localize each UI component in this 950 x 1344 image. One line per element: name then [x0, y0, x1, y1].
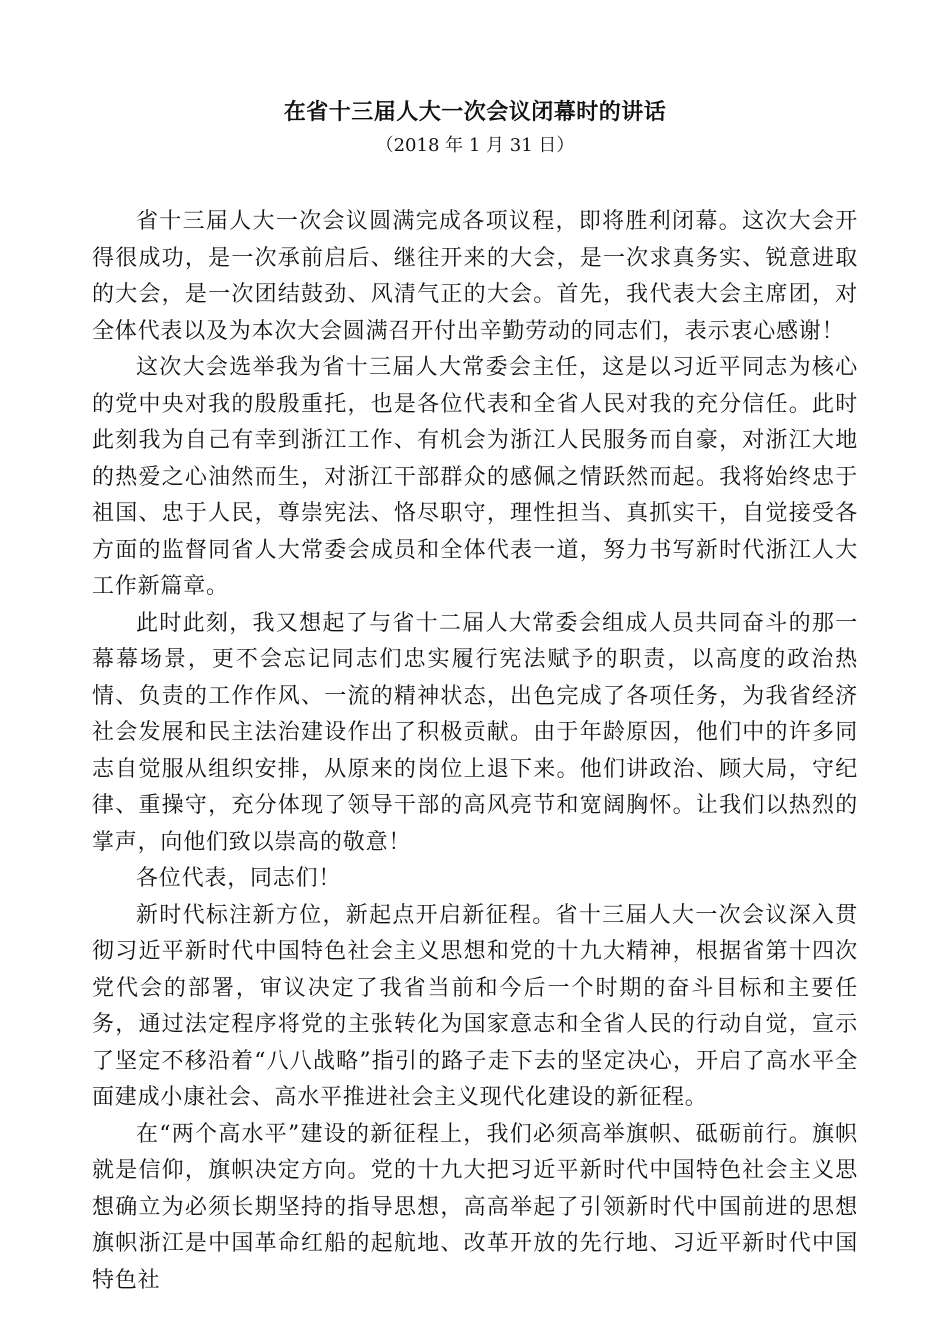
- paragraph: 在“两个高水平”建设的新征程上，我们必须高举旗帜、砥砺前行。旗帜就是信仰，旗帜决定方向。党的十九大把习近平新时代中国特色社会主义思想确立为必须长期坚持的指导思想，高高举起了引领新时代中国前进的思想旗帜浙江是中国革命红船的起航地、改革开放的先行地、习近平新时代中国特色社: [92, 1121, 858, 1293]
- document-body: [92, 204, 858, 1299]
- paragraph: 这次大会选举我为省十三届人大常委会主任，这是以习近平同志为核心的党中央对我的殷殷重托，也是各位代表和全省人民对我的充分信任。此时此刻我为自己有幸到浙江工作、有机会为浙江人民服务而自豪，对浙江大地的热爱之心油然而生，对浙江干部群众的感佩之情跃然而起。我将始终忠于祖国、忠于人民，尊崇宪法、恪尽职守，理性担当、真抓实干，自觉接受各方面的监督同省人大常委会成员和全体代表一道，努力书写新时代浙江人大工作新篇章。: [92, 355, 858, 599]
- paragraph: 新时代标注新方位，新起点开启新征程。省十三届人大一次会议深入贯彻习近平新时代中国特色社会主义思想和党的十九大精神，根据省第十四次党代会的部署，审议决定了我省当前和今后一个时期的奋斗目标和主要任务，通过法定程序将党的主张转化为国家意志和全省人民的行动自觉，宣示了坚定不移沿着“八八战略”指引的路子走下去的坚定决心，开启了高水平全面建成小康社会、高水平推进社会主义现代化建设的新征程。: [92, 902, 858, 1110]
- paragraph: 各位代表，同志们！: [136, 866, 342, 891]
- paragraph: 此时此刻，我又想起了与省十二届人大常委会组成人员共同奋斗的那一幕幕场景，更不会忘记同志们忠实履行宪法赋予的职责，以高度的政治热情、负责的工作作风、一流的精神状态，出色完成了各项任务，为我省经济社会发展和民主法治建设作出了积极贡献。由于年龄原因，他们中的许多同志自觉服从组织安排，从原来的岗位上退下来。他们讲政治、顾大局，守纪律、重操守，充分体现了领导干部的高风亮节和宽阔胸怀。让我们以热烈的掌声，向他们致以崇高的敬意！: [92, 610, 858, 855]
- paragraph: 省十三届人大一次会议圆满完成各项议程，即将胜利闭幕。这次大会开得很成功，是一次承前启后、继往开来的大会，是一次求真务实、锐意进取的大会，是一次团结鼓劲、风清气正的大会。首先，我代表大会主席团，对全体代表以及为本次大会圆满召开付出辛勤劳动的同志们，表示衷心感谢！: [92, 209, 858, 344]
- document-date: （2018 年 1 月 31 日）: [375, 135, 575, 156]
- document-title: 在省十三届人大一次会议闭幕时的讲话: [283, 99, 667, 125]
